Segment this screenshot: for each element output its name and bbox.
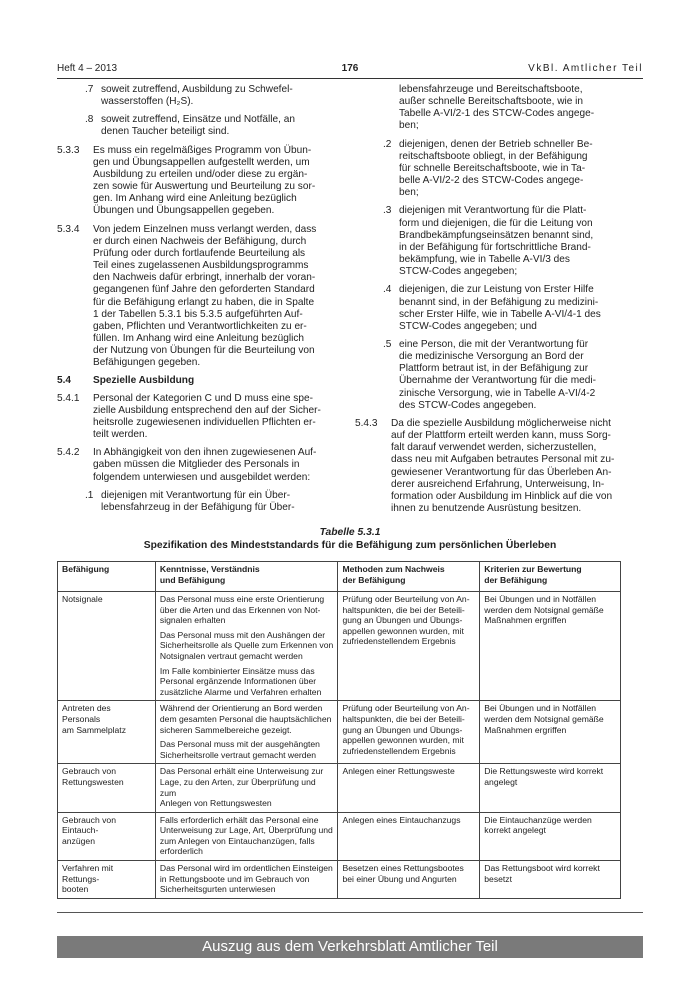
cell-line: zum Anlegen von Eintauchanzügen, falls (159, 835, 315, 846)
cell-line: gung an Übungen und Übungs- (342, 724, 463, 735)
text-line: des STCW-Codes angegeben. (399, 399, 537, 411)
text-line: diejenigen mit Verantwortung für die Platt- (399, 205, 587, 217)
text-line: gewiesener Verantwortung für das Überleben An- (391, 466, 612, 478)
table-cell (480, 861, 621, 899)
text-line: diejenigen, die zur Leistung von Erster Hilfe (399, 284, 594, 296)
text-line: Personal der Kategorien C und D muss eine spe- (93, 392, 313, 404)
text-line: Übungen und Übungsappellen gegeben. (93, 205, 275, 217)
paragraph (57, 224, 343, 370)
cell-line: Das Personal muss mit den Aushängen der (159, 629, 326, 640)
cell-line: Notsignale (62, 594, 103, 604)
section-heading (57, 375, 343, 387)
paragraph-number: 5.4.2 (57, 447, 80, 459)
cell-line: über die Arten und das Erkennen von Not- (159, 604, 321, 615)
cell-line: Bei Übungen und in Notfällen (484, 594, 597, 604)
table-cell (155, 592, 338, 701)
text-line: Von jedem Einzelnen muss verlangt werden, dass (93, 223, 317, 235)
text-line: Befähigungen gegeben. (93, 357, 201, 369)
text-line: gegangenen fünf Jahre den geforderten Standard (93, 284, 315, 296)
header-line: und Befähigung (159, 574, 226, 585)
text-line: Brandbekämpfungseinsätzen benannt sind, (399, 229, 594, 241)
header-rule (57, 78, 643, 79)
table-cell (338, 861, 480, 899)
text-line: Ausbildung zu erteilen und/oder diese zu ergän- (93, 168, 308, 180)
cell-line: am Sammelplatz (62, 724, 126, 735)
table-row (58, 861, 621, 899)
text-line: gen und Übungsappellen aufgestellt werden, um (93, 156, 310, 168)
cell-line: Maßnahmen ergriffen (484, 615, 567, 626)
cell-line: Sicherheitsrolle als Quelle zum Erkennen von (159, 640, 334, 651)
paragraph (355, 84, 622, 133)
text-line: lebensfahrzeuge und Bereitschaftsboote, (399, 84, 583, 95)
table-cell (338, 812, 480, 860)
text-line: füllen. Im Anhang wird eine Anleitung bezüglich (93, 332, 304, 344)
table-cell (480, 764, 621, 812)
text-line: In Abhängigkeit von den ihnen zugewiesenen Auf- (93, 447, 317, 459)
heading-number: 5.4 (57, 375, 72, 387)
text-line: die medizinische Versorgung an Bord der (399, 351, 584, 363)
text-line: formation oder Ausbildung im Hinblick auf die von (391, 490, 613, 502)
text-line: auf der Plattform erteilt werden kann, muss Sorg- (391, 430, 611, 442)
cell-line: Prüfung oder Beurteilung von An- (342, 703, 470, 714)
text-line: Plattform betraut ist, in der Befähigung zur (399, 363, 589, 375)
paragraph-number: 5.3.3 (57, 144, 80, 156)
table-cell (155, 701, 338, 764)
cell-line: Gebrauch von Eintauch- (62, 814, 116, 836)
text-line: ben; (399, 120, 419, 132)
cell-line: korrekt angelegt (484, 825, 546, 836)
cell-paragraph (160, 863, 334, 895)
table-cell (338, 701, 480, 764)
paragraph-number: .8 (85, 114, 94, 126)
table-cell (58, 592, 156, 701)
paragraph (57, 84, 343, 108)
table-cell (338, 592, 480, 701)
publication-title: VkBl. Amtlicher Teil (528, 63, 643, 74)
text-line: benannt sind, in der Befähigung zu medizini- (399, 296, 599, 308)
cell-line: werden dem Notsignal gemäße (484, 604, 604, 615)
left-column (57, 84, 343, 520)
cell-line: haltspunkten, die bei der Beteili- (342, 713, 465, 724)
table-cell (58, 861, 156, 899)
text-line: Prüfung oder durch fortlaufende Beurteilung als (93, 247, 306, 259)
table-row (58, 592, 621, 701)
page-header (57, 63, 643, 77)
cell-line: appellen gewonnen wurden, mit (342, 735, 464, 746)
table-header-row (58, 562, 621, 592)
cell-line: Sicherheitsgurten unterwiesen (159, 884, 276, 895)
header-line: der Befähigung (342, 574, 406, 585)
table-row (58, 764, 621, 812)
cell-line: Prüfung oder Beurteilung von An- (342, 594, 470, 604)
text-line: Teil eines zugelassenen Ausbildungsprogramms (93, 260, 309, 272)
cell-line: Personal ergänzende Informationen über (159, 676, 317, 687)
text-line: scher Erster Hilfe, wie in Tabelle A-VI/4-1 des (399, 308, 601, 320)
table-row (58, 701, 621, 764)
cell-line: Anlegen eines Eintauchanzugs (342, 814, 461, 825)
cell-line: Die Rettungsweste wird korrekt (484, 766, 604, 777)
text-line: gaben müssen die Mitglieder des Personals in (93, 459, 300, 471)
paragraph (57, 447, 343, 483)
cell-line: Die Eintauchanzüge werden (484, 814, 592, 825)
cell-line: erforderlich (159, 846, 203, 857)
paragraph (57, 114, 343, 138)
text-line: diejenigen, denen der Betrieb schneller Be- (399, 138, 593, 150)
table-cell (480, 701, 621, 764)
text-line: ben; (399, 187, 419, 199)
page-number: 176 (341, 63, 359, 74)
table-cell (155, 861, 338, 899)
text-line: STCW-Codes angegeben; (399, 266, 518, 278)
text-line: soweit zutreffend, Ausbildung zu Schwefel- (101, 84, 293, 95)
cell-line: Unterweisung zur Lage, Art, Überprüfung und (159, 825, 333, 836)
cell-line: Das Rettungsboot wird korrekt (484, 863, 600, 874)
paragraph (57, 490, 343, 514)
cell-line: Das Personal muss eine erste Orientierung (159, 594, 325, 604)
paragraph-number: .5 (383, 338, 392, 350)
column-header (338, 562, 480, 592)
cell-line: werden dem Notsignal gemäße (484, 713, 604, 724)
cell-paragraph (160, 815, 334, 857)
cell-line: appellen gewonnen wurden, mit (342, 625, 464, 636)
table-cell (58, 764, 156, 812)
cell-line: Anlegen von Rettungswesten (159, 798, 272, 809)
cell-line: Falls erforderlich erhält das Personal eine (159, 814, 319, 825)
cell-line: besetzt (484, 873, 512, 884)
cell-line: bei einer Übung und Angurten (342, 873, 457, 884)
cell-paragraph (160, 666, 334, 698)
text-line: zielle Ausbildung entsprechend den auf der Sicher- (93, 404, 321, 416)
text-line: teilt werden. (93, 429, 148, 441)
text-line: den Nachweis dafür erbringt, innerhalb der voran- (93, 272, 316, 284)
text-line: denen Taucher beteiligt sind. (101, 126, 230, 138)
header-line: Kriterien zur Bewertung (484, 564, 582, 574)
header-line: Methoden zum Nachweis (342, 564, 445, 574)
paragraph-number: .7 (85, 84, 94, 95)
cell-paragraph (160, 594, 334, 626)
text-line: der Nutzung von Übungen für die Beurteilung von (93, 345, 315, 357)
text-line: für schnelle Bereitschaftsboote, wie in Ta- (399, 162, 586, 174)
text-line: derer ausreichend Erfahrung, Unterweisung, In- (391, 478, 605, 490)
bottom-rule (57, 912, 643, 913)
paragraph-number: .2 (383, 138, 392, 150)
text-line: gen. Im Anhang wird eine Anleitung bezüglich (93, 193, 297, 205)
text-line: wasserstoffen (H₂S). (101, 96, 194, 108)
text-line: ihnen zu benutzende Ausrüstung besitzen. (391, 503, 582, 514)
text-line: heitsrolle zugewiesenen individuellen Pflichten er- (93, 416, 316, 428)
text-line: Es muss ein regelmäßiges Programm von Übun- (93, 144, 312, 156)
text-line: gaben, Pflichten und Verantwortlichkeiten zu er- (93, 320, 307, 332)
text-line: lebensfahrzeug in der Befähigung für Über- (101, 501, 295, 513)
competence-table (57, 561, 621, 899)
cell-paragraph (160, 766, 334, 808)
text-line: eine Person, die mit der Verantwortung für (399, 338, 589, 350)
table-cell (58, 701, 156, 764)
column-header (58, 562, 156, 592)
cell-line: in Rettungsboote und im Gebrauch von (159, 873, 310, 884)
text-line: außer schnelle Bereitschaftsboote, wie in (399, 96, 584, 108)
cell-line: signalen erhalten (159, 615, 226, 626)
column-header (480, 562, 621, 592)
text-line: er durch einen Nachweis der Befähigung, durch (93, 235, 307, 247)
header-line: der Befähigung (484, 574, 548, 585)
text-line: dass neu mit Aufgaben betrautes Personal mit zu- (391, 454, 615, 466)
right-column (355, 84, 622, 521)
cell-line: Im Falle kombinierter Einsätze muss das (159, 665, 315, 676)
text-line: reitschaftsboote obliegt, in der Befähigung (399, 150, 588, 162)
cell-line: zufriedenstellendem Ergebnis (342, 636, 456, 647)
paragraph-number: 5.3.4 (57, 223, 80, 235)
cell-line: zufriedenstellendem Ergebnis (342, 745, 456, 756)
text-line: zen sowie für Auswertung und Beurteilung zu sor- (93, 181, 316, 193)
table-cell (338, 764, 480, 812)
text-line: diejenigen mit Verantwortung für ein Über- (101, 489, 291, 501)
paragraph (355, 139, 622, 200)
paragraph (355, 418, 622, 515)
text-line: STCW-Codes angegeben; und (399, 320, 537, 332)
text-line: in der Befähigung für fortschrittliche Brand- (399, 241, 591, 253)
paragraph (355, 339, 622, 412)
footer-banner: Auszug aus dem Verkehrsblatt Amtlicher Teil (57, 936, 643, 958)
cell-line: Gebrauch von (62, 766, 116, 777)
paragraph-number: .1 (85, 489, 94, 501)
cell-line: Das Personal erhält eine Unterweisung zur (159, 766, 324, 777)
column-header (155, 562, 338, 592)
text-line: zinische Versorgung, wie in Tabelle A-VI/4-2 (399, 387, 596, 399)
header-line: Befähigung (62, 564, 110, 574)
cell-paragraph (160, 703, 334, 735)
text-line: für die Befähigung erlangt zu haben, die in Spalte (93, 296, 315, 308)
cell-line: Rettungswesten (62, 776, 124, 787)
cell-line: Lage, zu den Arten, zur Überprüfung und zum (159, 776, 316, 798)
cell-line: Maßnahmen ergriffen (484, 724, 567, 735)
cell-line: sicheren Sammelbereiche gezeigt. (159, 724, 292, 735)
text-line: Übernahme der Verantwortung für die medi- (399, 375, 596, 387)
table-title: Spezifikation des Mindeststandards für die Befähigung zum persönlichen Überleben (143, 540, 557, 551)
cell-line: Notsignalen vertraut gemacht werden (159, 650, 303, 661)
paragraph (355, 205, 622, 278)
issue-label: Heft 4 – 2013 (57, 63, 118, 74)
cell-line: gung an Übungen und Übungs- (342, 615, 463, 626)
text-line: soweit zutreffend, Einsätze und Notfälle, an (101, 114, 295, 126)
cell-paragraph (160, 739, 334, 760)
paragraph-number: 5.4.1 (57, 392, 80, 404)
table-number: Tabelle 5.3.1 (319, 527, 381, 538)
text-line: folgendem unterwiesen und ausgebildet werden: (93, 471, 311, 483)
paragraph-number: .4 (383, 284, 392, 296)
table-cell (155, 812, 338, 860)
cell-line: Das Personal wird im ordentlichen Einsteigen (159, 863, 333, 874)
cell-line: angelegt (484, 776, 518, 787)
heading-text: Spezielle Ausbildung (93, 375, 195, 387)
cell-line: Während der Orientierung an Bord werden (159, 703, 323, 714)
cell-line: Antreten des Personals (62, 703, 111, 724)
paragraph (57, 393, 343, 442)
cell-line: zusätzliche Alarme und Verfahren erhalten (159, 686, 322, 697)
cell-paragraph (160, 630, 334, 662)
text-line: Tabelle A-VI/2-1 des STCW-Codes angege- (399, 108, 595, 120)
paragraph-number: .3 (383, 205, 392, 217)
paragraph (57, 145, 343, 218)
cell-line: dem gesamten Personal die hauptsächlichen (159, 713, 332, 724)
table-cell (480, 812, 621, 860)
table-cell (480, 592, 621, 701)
cell-line: Besetzen eines Rettungsbootes (342, 863, 464, 874)
text-line: falt darauf verwendet werden, sicherzustellen, (391, 442, 597, 454)
cell-line: Das Personal muss mit der ausgehängten (159, 739, 320, 750)
text-line: belle A-VI/2-2 des STCW-Codes angege- (399, 175, 584, 187)
cell-line: booten (62, 884, 89, 895)
text-line: Da die spezielle Ausbildung möglicherweise nicht (391, 417, 611, 429)
cell-line: Anlegen einer Rettungsweste (342, 766, 455, 777)
paragraph (355, 284, 622, 333)
table-cell (58, 812, 156, 860)
table-caption (57, 526, 643, 552)
table-row (58, 812, 621, 860)
cell-line: Sicherheitsrolle vertraut gemacht werden (159, 749, 317, 760)
table-cell (155, 764, 338, 812)
paragraph-number: 5.4.3 (355, 417, 378, 429)
cell-line: Verfahren mit Rettungs- (62, 863, 114, 884)
cell-line: Bei Übungen und in Notfällen (484, 703, 597, 714)
text-line: form und diejenigen, die für die Leitung von (399, 217, 593, 229)
cell-line: anzügen (62, 835, 95, 846)
text-line: 1 der Tabellen 5.3.1 bis 5.3.5 aufgeführten Auf- (93, 308, 303, 320)
cell-line: haltspunkten, die bei der Beteili- (342, 604, 465, 615)
text-line: bekämpfung, wie in Tabelle A-VI/3 des (399, 254, 570, 266)
header-line: Kenntnisse, Verständnis (159, 564, 260, 574)
